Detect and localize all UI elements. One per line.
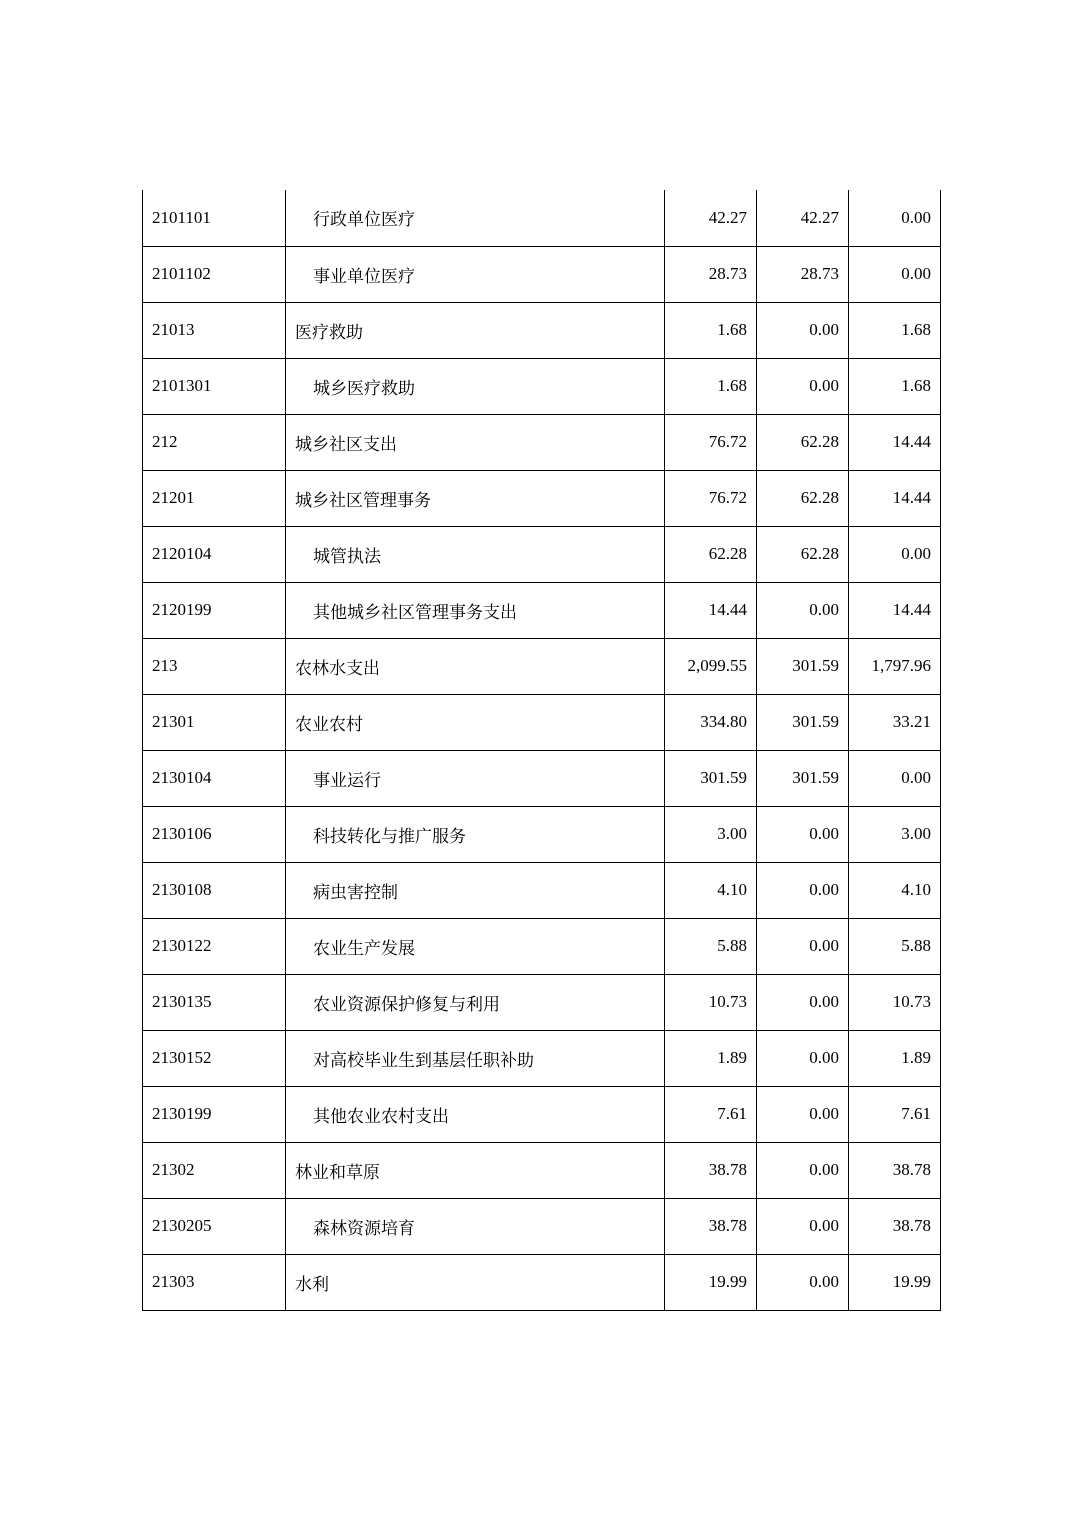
table-row bbox=[143, 1254, 941, 1310]
subject-code-cell: 2120104 bbox=[143, 526, 286, 582]
table-row bbox=[143, 414, 941, 470]
subject-name-cell: 农业生产发展 bbox=[286, 918, 665, 974]
subject-name-cell: 城乡社区支出 bbox=[286, 414, 665, 470]
project-expenditure-cell: 19.99 bbox=[849, 1254, 941, 1310]
subject-code-cell: 213 bbox=[143, 638, 286, 694]
total-cell: 4.10 bbox=[665, 862, 757, 918]
basic-expenditure-cell: 0.00 bbox=[757, 302, 849, 358]
subject-name-cell: 医疗救助 bbox=[286, 302, 665, 358]
table-row bbox=[143, 750, 941, 806]
basic-expenditure-cell: 301.59 bbox=[757, 638, 849, 694]
basic-expenditure-cell: 301.59 bbox=[757, 694, 849, 750]
subject-code-cell: 2101102 bbox=[143, 246, 286, 302]
subject-code-cell: 21013 bbox=[143, 302, 286, 358]
subject-name-cell: 其他农业农村支出 bbox=[286, 1086, 665, 1142]
project-expenditure-cell: 14.44 bbox=[849, 414, 941, 470]
total-cell: 1.68 bbox=[665, 358, 757, 414]
subject-name-cell: 森林资源培育 bbox=[286, 1198, 665, 1254]
budget-table-container bbox=[142, 190, 940, 1311]
subject-code-cell: 2130135 bbox=[143, 974, 286, 1030]
table-row bbox=[143, 806, 941, 862]
project-expenditure-cell: 1.68 bbox=[849, 302, 941, 358]
project-expenditure-cell: 0.00 bbox=[849, 246, 941, 302]
subject-code-cell: 21201 bbox=[143, 470, 286, 526]
project-expenditure-cell: 3.00 bbox=[849, 806, 941, 862]
subject-name-cell: 农业农村 bbox=[286, 694, 665, 750]
subject-name-cell: 水利 bbox=[286, 1254, 665, 1310]
project-expenditure-cell: 33.21 bbox=[849, 694, 941, 750]
basic-expenditure-cell: 0.00 bbox=[757, 358, 849, 414]
table-row bbox=[143, 302, 941, 358]
table-row bbox=[143, 862, 941, 918]
table-row bbox=[143, 918, 941, 974]
subject-code-cell: 2120199 bbox=[143, 582, 286, 638]
project-expenditure-cell: 14.44 bbox=[849, 582, 941, 638]
project-expenditure-cell: 4.10 bbox=[849, 862, 941, 918]
basic-expenditure-cell: 0.00 bbox=[757, 1086, 849, 1142]
table-row bbox=[143, 470, 941, 526]
total-cell: 28.73 bbox=[665, 246, 757, 302]
total-cell: 42.27 bbox=[665, 190, 757, 246]
table-row bbox=[143, 526, 941, 582]
table-row bbox=[143, 974, 941, 1030]
total-cell: 1.68 bbox=[665, 302, 757, 358]
subject-code-cell: 2101101 bbox=[143, 190, 286, 246]
subject-name-cell: 城管执法 bbox=[286, 526, 665, 582]
subject-name-cell: 城乡社区管理事务 bbox=[286, 470, 665, 526]
project-expenditure-cell: 1,797.96 bbox=[849, 638, 941, 694]
project-expenditure-cell: 14.44 bbox=[849, 470, 941, 526]
basic-expenditure-cell: 0.00 bbox=[757, 1030, 849, 1086]
table-row bbox=[143, 190, 941, 246]
subject-code-cell: 2130104 bbox=[143, 750, 286, 806]
budget-table bbox=[142, 190, 941, 1311]
subject-name-cell: 城乡医疗救助 bbox=[286, 358, 665, 414]
subject-name-cell: 科技转化与推广服务 bbox=[286, 806, 665, 862]
basic-expenditure-cell: 0.00 bbox=[757, 974, 849, 1030]
total-cell: 1.89 bbox=[665, 1030, 757, 1086]
subject-code-cell: 2130106 bbox=[143, 806, 286, 862]
budget-table-body bbox=[143, 190, 941, 1310]
table-row bbox=[143, 1086, 941, 1142]
basic-expenditure-cell: 0.00 bbox=[757, 1254, 849, 1310]
subject-code-cell: 212 bbox=[143, 414, 286, 470]
subject-code-cell: 2130152 bbox=[143, 1030, 286, 1086]
total-cell: 301.59 bbox=[665, 750, 757, 806]
total-cell: 76.72 bbox=[665, 470, 757, 526]
basic-expenditure-cell: 42.27 bbox=[757, 190, 849, 246]
project-expenditure-cell: 38.78 bbox=[849, 1142, 941, 1198]
subject-code-cell: 2130199 bbox=[143, 1086, 286, 1142]
total-cell: 62.28 bbox=[665, 526, 757, 582]
total-cell: 5.88 bbox=[665, 918, 757, 974]
project-expenditure-cell: 10.73 bbox=[849, 974, 941, 1030]
basic-expenditure-cell: 0.00 bbox=[757, 582, 849, 638]
basic-expenditure-cell: 62.28 bbox=[757, 526, 849, 582]
table-row bbox=[143, 582, 941, 638]
basic-expenditure-cell: 0.00 bbox=[757, 918, 849, 974]
subject-code-cell: 21302 bbox=[143, 1142, 286, 1198]
project-expenditure-cell: 0.00 bbox=[849, 750, 941, 806]
total-cell: 10.73 bbox=[665, 974, 757, 1030]
total-cell: 76.72 bbox=[665, 414, 757, 470]
table-row bbox=[143, 1198, 941, 1254]
basic-expenditure-cell: 62.28 bbox=[757, 470, 849, 526]
total-cell: 2,099.55 bbox=[665, 638, 757, 694]
basic-expenditure-cell: 0.00 bbox=[757, 1142, 849, 1198]
basic-expenditure-cell: 301.59 bbox=[757, 750, 849, 806]
subject-code-cell: 2130205 bbox=[143, 1198, 286, 1254]
table-row bbox=[143, 1142, 941, 1198]
basic-expenditure-cell: 0.00 bbox=[757, 862, 849, 918]
total-cell: 334.80 bbox=[665, 694, 757, 750]
table-row bbox=[143, 246, 941, 302]
subject-name-cell: 其他城乡社区管理事务支出 bbox=[286, 582, 665, 638]
subject-name-cell: 行政单位医疗 bbox=[286, 190, 665, 246]
total-cell: 14.44 bbox=[665, 582, 757, 638]
subject-code-cell: 2130108 bbox=[143, 862, 286, 918]
basic-expenditure-cell: 0.00 bbox=[757, 806, 849, 862]
subject-name-cell: 农业资源保护修复与利用 bbox=[286, 974, 665, 1030]
subject-name-cell: 病虫害控制 bbox=[286, 862, 665, 918]
subject-code-cell: 21303 bbox=[143, 1254, 286, 1310]
subject-name-cell: 林业和草原 bbox=[286, 1142, 665, 1198]
subject-name-cell: 事业单位医疗 bbox=[286, 246, 665, 302]
project-expenditure-cell: 5.88 bbox=[849, 918, 941, 974]
project-expenditure-cell: 7.61 bbox=[849, 1086, 941, 1142]
table-row bbox=[143, 694, 941, 750]
basic-expenditure-cell: 62.28 bbox=[757, 414, 849, 470]
subject-code-cell: 2130122 bbox=[143, 918, 286, 974]
project-expenditure-cell: 1.89 bbox=[849, 1030, 941, 1086]
total-cell: 19.99 bbox=[665, 1254, 757, 1310]
subject-code-cell: 21301 bbox=[143, 694, 286, 750]
subject-name-cell: 事业运行 bbox=[286, 750, 665, 806]
total-cell: 7.61 bbox=[665, 1086, 757, 1142]
project-expenditure-cell: 0.00 bbox=[849, 526, 941, 582]
total-cell: 38.78 bbox=[665, 1142, 757, 1198]
subject-name-cell: 对高校毕业生到基层任职补助 bbox=[286, 1030, 665, 1086]
table-row bbox=[143, 1030, 941, 1086]
subject-name-cell: 农林水支出 bbox=[286, 638, 665, 694]
basic-expenditure-cell: 28.73 bbox=[757, 246, 849, 302]
subject-code-cell: 2101301 bbox=[143, 358, 286, 414]
project-expenditure-cell: 0.00 bbox=[849, 190, 941, 246]
total-cell: 38.78 bbox=[665, 1198, 757, 1254]
project-expenditure-cell: 38.78 bbox=[849, 1198, 941, 1254]
basic-expenditure-cell: 0.00 bbox=[757, 1198, 849, 1254]
table-row bbox=[143, 638, 941, 694]
total-cell: 3.00 bbox=[665, 806, 757, 862]
table-row bbox=[143, 358, 941, 414]
project-expenditure-cell: 1.68 bbox=[849, 358, 941, 414]
